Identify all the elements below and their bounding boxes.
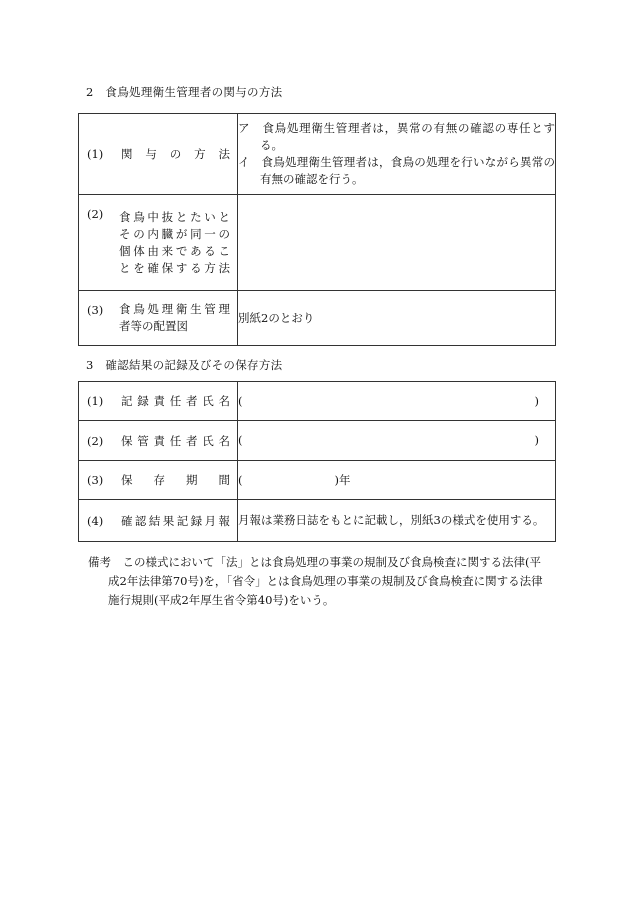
table-row [79, 195, 556, 291]
table-row [79, 421, 556, 461]
row-value-cell [238, 461, 556, 500]
table-row [79, 461, 556, 500]
option-i-text: イ 食鳥処理衛生管理者は，食鳥の処理を行いながら異常の有無の確認を行う。 [238, 155, 555, 186]
table-row [79, 382, 556, 421]
row-value-cell [238, 382, 556, 421]
note-line: 施行規則(平成2年厚生省令第40号)をいう。 [108, 593, 335, 607]
row-label: 関 与 の 方 法 [121, 147, 230, 161]
label-line: 食鳥中抜とたいと [119, 209, 230, 224]
table-row [79, 114, 556, 195]
open-paren: ( [238, 433, 243, 447]
row-label: 保管責任者氏名 [121, 433, 230, 448]
blank-field [238, 393, 555, 410]
row-value-cell [238, 421, 556, 461]
open-paren: ( [238, 472, 243, 487]
row-label: 記録責任者氏名 [121, 394, 230, 408]
row-label: 保 存 期 間 [121, 473, 230, 487]
row-number: (2) [87, 433, 104, 448]
row-value-cell: 別紙2のとおり [238, 291, 556, 346]
note-line: 成2年法律第70号)を，「省令」とは食鳥処理の事業の規制及び食鳥検査に関する法律 [108, 574, 543, 588]
record-method-table [78, 381, 556, 542]
row-number: (3) [87, 473, 104, 487]
row-number: (1) [87, 147, 104, 161]
label-line: とを確保する方法 [119, 260, 230, 275]
involvement-method-table [78, 113, 556, 346]
table-row [79, 500, 556, 542]
row-number: (3) [87, 303, 104, 317]
row-label [119, 301, 230, 335]
close-paren-year: )年 [334, 472, 351, 487]
row-number: (1) [87, 394, 104, 408]
row-label [119, 209, 230, 277]
row-label-cell [79, 421, 238, 461]
open-paren: ( [238, 393, 243, 408]
label-line: 個体由来であるこ [119, 243, 230, 258]
row-label: 確認結果記録月報 [121, 513, 230, 528]
label-line: 者等の配置図 [119, 319, 188, 333]
row-value-cell: 月報は業務日誌をもとに記載し，別紙3の様式を使用する。 [238, 500, 556, 542]
row-value-cell [238, 114, 556, 195]
blank-field [238, 432, 555, 449]
note-line: 備考 この様式において「法」とは食鳥処理の事業の規制及び食鳥検査に関する法律(平 [88, 555, 541, 569]
row-label-cell [79, 461, 238, 500]
row-number: (2) [87, 207, 104, 221]
row-label-cell [79, 195, 238, 291]
row-label-cell [79, 500, 238, 542]
remarks-note [88, 553, 556, 610]
section2-heading: 2 食鳥処理衛生管理者の関与の方法 [86, 85, 283, 99]
row-label-cell [79, 114, 238, 195]
row-value-cell [238, 195, 556, 291]
row-label-cell [79, 382, 238, 421]
table-row [79, 291, 556, 346]
option-a-text: ア 食鳥処理衛生管理者は，異常の有無の確認の専任とする。 [238, 121, 555, 152]
close-paren: ) [534, 433, 539, 447]
row-number: (4) [87, 513, 104, 528]
close-paren: ) [534, 393, 539, 408]
label-line: 食鳥処理衛生管理 [119, 302, 230, 316]
label-line: その内臓が同一の [119, 226, 230, 241]
section3-heading: 3 確認結果の記録及びその保存方法 [86, 358, 283, 372]
row-label-cell [79, 291, 238, 346]
